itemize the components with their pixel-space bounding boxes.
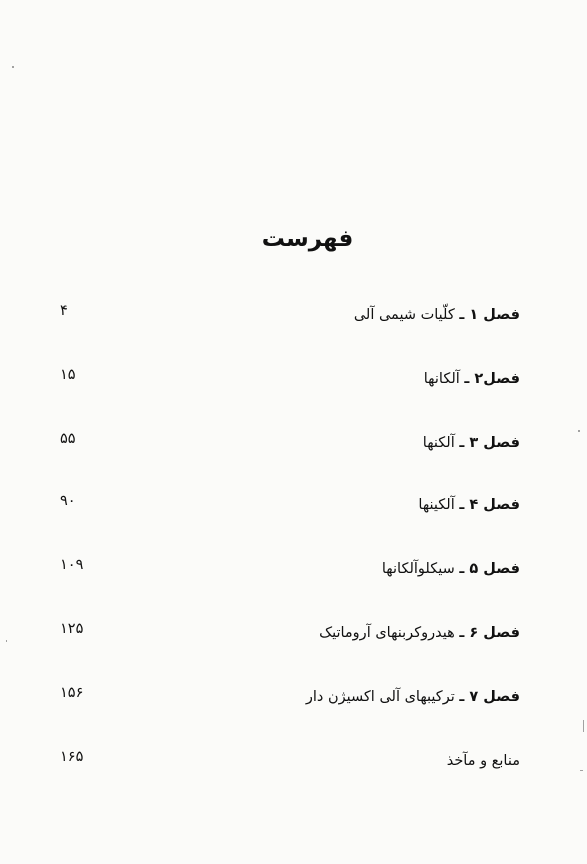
chapter-prefix: فصل ۵ ـ — [459, 561, 520, 577]
toc-entry-page: ۱۲۵ — [60, 621, 84, 637]
scan-speck — [12, 66, 14, 68]
toc-entry[interactable] — [60, 300, 520, 330]
toc-entry[interactable] — [60, 618, 520, 648]
chapter-title: آلکانها — [423, 371, 460, 387]
toc-entry-label — [306, 682, 520, 712]
chapter-title: سیکلوآلکانها — [381, 561, 455, 577]
toc-entry-page: ۱۵ — [60, 367, 76, 383]
chapter-title: کلّیات شیمی آلی — [353, 307, 455, 323]
toc-entry-label — [319, 618, 520, 648]
chapter-prefix: فصل ۴ ـ — [459, 497, 520, 513]
toc-entry[interactable] — [60, 364, 520, 394]
scan-speck — [580, 770, 583, 771]
scan-speck — [6, 640, 7, 642]
chapter-title: ترکیبهای آلی اکسیژن دار — [305, 689, 455, 705]
page-title: فهرست — [261, 226, 354, 252]
toc-entry-page: ۵۵ — [60, 431, 76, 447]
toc-entry-page: ۹۰ — [60, 493, 76, 509]
toc-entry-page: ۱۰۹ — [60, 557, 84, 573]
chapter-title: آلکنها — [422, 435, 455, 451]
toc-entry[interactable] — [60, 428, 520, 458]
chapter-prefix: فصل ۷ ـ — [459, 689, 520, 705]
toc-entry-label — [424, 364, 520, 394]
toc-entry-label — [423, 428, 520, 458]
chapter-title: آلکینها — [418, 497, 455, 513]
toc-entry-page: ۴ — [60, 303, 68, 319]
toc-entry[interactable] — [60, 490, 520, 520]
toc-entry-label — [418, 490, 520, 520]
chapter-prefix: فصل۲ ـ — [464, 371, 520, 387]
toc-entry-label — [447, 746, 520, 776]
toc-entry[interactable] — [60, 746, 520, 776]
toc-entry[interactable] — [60, 682, 520, 712]
chapter-title: منابع و مآخذ — [446, 753, 520, 769]
chapter-prefix: فصل ۶ ـ — [459, 625, 520, 641]
toc-entry-page: ۱۵۶ — [60, 685, 84, 701]
toc-entry-page: ۱۶۵ — [60, 749, 84, 765]
scan-speck — [578, 430, 580, 432]
chapter-title: هیدروکربنهای آروماتیک — [319, 625, 455, 641]
chapter-prefix: فصل ۳ ـ — [459, 435, 520, 451]
toc-entry[interactable] — [60, 554, 520, 584]
toc-entry-label — [382, 554, 520, 584]
toc-entry-label — [354, 300, 520, 330]
scan-speck — [583, 720, 584, 732]
chapter-prefix: فصل ۱ ـ — [459, 307, 520, 323]
